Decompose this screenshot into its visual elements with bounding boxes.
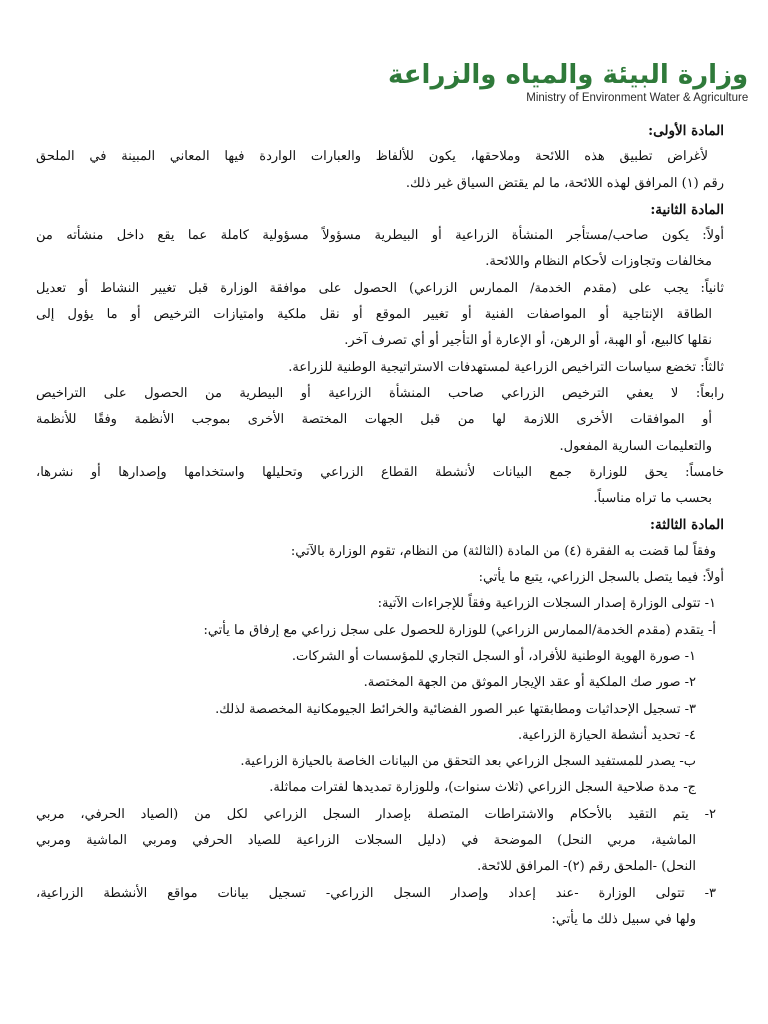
- document-line: ٢- يتم التقيد بالأحكام والاشتراطات المتصلة بإصدار السجل الزراعي لكل من (الصياد الحرفي، مربي: [36, 806, 716, 822]
- document-line: خامساً: يحق للوزارة جمع البيانات لأنشطة القطاع الزراعي وتحليلها واستخدامها وإصدارها أو نشرها،: [36, 464, 724, 480]
- article-heading: المادة الأولى:: [648, 123, 724, 139]
- ministry-logo-text: [388, 60, 748, 104]
- document-line: بحسب ما تراه مناسباً.: [593, 491, 712, 507]
- document-body: [36, 118, 724, 933]
- document-line: والتعليمات السارية المفعول.: [559, 438, 712, 454]
- document-line: ٢- صور صك الملكية أو عقد الإيجار الموثق من الجهة المختصة.: [363, 675, 696, 691]
- article-heading: المادة الثالثة:: [649, 517, 724, 534]
- ministry-header: [388, 52, 749, 112]
- ministry-name-arabic: وزارة البيئة والمياه والزراعة: [388, 60, 749, 90]
- ministry-name-english: Ministry of Environment Water & Agriculture: [526, 92, 749, 104]
- document-line: ب- يصدر للمستفيد السجل الزراعي بعد التحقق من البيانات الخاصة بالحيازة الزراعية.: [240, 754, 696, 770]
- document-line: ولها في سبيل ذلك ما يأتي:: [551, 911, 696, 927]
- document-line: وفقاً لما قضت به الفقرة (٤) من المادة (الثالثة) من النظام، تقوم الوزارة بالآتي:: [290, 543, 716, 559]
- document-line: ثالثاً: تخضع سياسات التراخيص الزراعية لمستهدفات الاستراتيجية الوطنية للزراعة.: [288, 359, 724, 375]
- document-line: النحل) -الملحق رقم (٢)- المرافق للائحة.: [477, 859, 696, 875]
- document-line: ١- صورة الهوية الوطنية للأفراد، أو السجل التجاري للمؤسسات أو الشركات.: [291, 648, 696, 664]
- document-line: أ- يتقدم (مقدم الخدمة/الممارس الزراعي) للوزارة للحصول على سجل زراعي مع إرفاق ما يأتي:: [203, 622, 716, 638]
- document-line: ج- مدة صلاحية السجل الزراعي (ثلاث سنوات)، وللوزارة تمديدها لفترات مماثلة.: [269, 780, 696, 796]
- document-line: ٤- تحديد أنشطة الحيازة الزراعية.: [518, 727, 696, 743]
- document-line: رقم (١) المرافق لهذه اللائحة، ما لم يقتض السياق غير ذلك.: [405, 175, 724, 191]
- document-line: الماشية، مربي النحل) الموضحة في (دليل السجلات الزراعية للصياد الحرفي ومربي الماشية ومربي: [36, 833, 696, 849]
- document-line: الطاقة الإنتاجية أو المواصفات الفنية أو تغيير الموقع أو نقل ملكية وامتيازات الترخيص أو ما يؤول إلى: [36, 307, 712, 323]
- document-line: ٣- تتولى الوزارة -عند إعداد وإصدار السجل الزراعي- تسجيل بيانات مواقع الأنشطة الزراعية،: [36, 885, 716, 901]
- document-line: أولاً: يكون صاحب/مستأجر المنشأة الزراعية أو البيطرية مسؤولاً مسؤولية كاملة عما يقع داخل منشأته من: [36, 228, 724, 244]
- article-heading: المادة الثانية:: [650, 201, 724, 218]
- document-line: أو الموافقات الأخرى اللازمة لها من قبل الجهات المختصة الأخرى بموجب الأنظمة وفقًا للأنظمة: [36, 412, 712, 428]
- document-line: ١- تتولى الوزارة إصدار السجلات الزراعية وفقاً للإجراءات الآتية:: [377, 596, 716, 612]
- document-line: رابعاً: لا يعفي الترخيص الزراعي صاحب المنشأة الزراعية أو البيطرية من الحصول على التراخيص: [36, 385, 724, 401]
- document-line: ٣- تسجيل الإحداثيات ومطابقتها عبر الصور الفضائية والخرائط الجيومكانية المخصصة لذلك.: [215, 701, 696, 717]
- document-line: مخالفات وتجاوزات لأحكام النظام واللائحة.: [485, 254, 712, 270]
- document-line: نقلها كالبيع، أو الهبة، أو الرهن، أو الإعارة أو التأجير أو أي تصرف آخر.: [344, 333, 712, 349]
- document-line: ثانياً: يجب على (مقدم الخدمة/ الممارس الزراعي) الحصول على موافقة الوزارة قبل تغيير النشاط أو تعديل: [36, 280, 724, 296]
- document-line: لأغراض تطبيق هذه اللائحة وملاحقها، يكون للألفاظ والعبارات الواردة فيها المعاني المبينة في الملحق: [36, 149, 708, 165]
- document-line: أولاً: فيما يتصل بالسجل الزراعي، يتبع ما يأتي:: [478, 570, 724, 586]
